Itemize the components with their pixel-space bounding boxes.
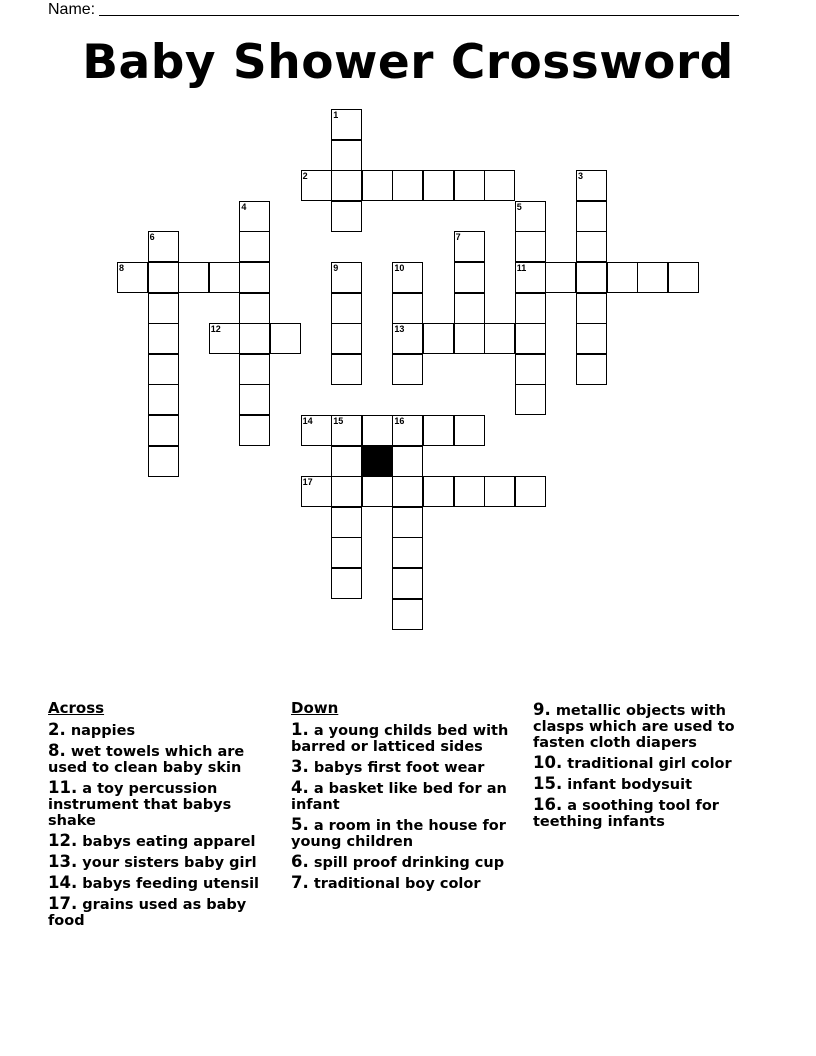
clue-text: your sisters baby girl [82, 855, 257, 871]
grid-cell[interactable] [454, 231, 485, 262]
grid-cell[interactable] [117, 262, 148, 293]
black-cell [362, 446, 393, 477]
grid-cell[interactable] [454, 415, 485, 446]
grid-cell[interactable] [454, 293, 485, 324]
down-clues-continued [533, 702, 765, 834]
clue-text: a young childs bed with barred or latticed sides [291, 723, 509, 755]
page-title: Baby Shower Crossword [82, 35, 734, 90]
grid-cell[interactable] [515, 476, 546, 507]
clue-number: 2 [302, 171, 308, 182]
clue-item [48, 833, 280, 850]
grid-cell[interactable] [239, 262, 270, 293]
clue-number: 9. [533, 700, 551, 719]
grid-cell[interactable] [331, 262, 362, 293]
down-heading: Down [291, 699, 339, 717]
clue-number: 12 [210, 324, 221, 335]
grid-cell[interactable] [148, 415, 179, 446]
grid-cell[interactable] [148, 384, 179, 415]
grid-cell[interactable] [423, 415, 454, 446]
grid-cell[interactable] [392, 354, 423, 385]
grid-cell[interactable] [392, 507, 423, 538]
grid-cell[interactable] [515, 293, 546, 324]
grid-cell[interactable] [331, 109, 362, 140]
clue-number: 7 [455, 232, 461, 243]
grid-cell[interactable] [362, 170, 393, 201]
clue-item [291, 854, 523, 871]
clue-text: grains used as baby food [48, 897, 247, 929]
clue-number: 13 [394, 324, 405, 335]
clue-number: 9 [333, 263, 339, 273]
clue-text: a toy percussion instrument that babys shake [48, 781, 232, 829]
grid-cell[interactable] [270, 323, 301, 354]
grid-cell[interactable] [515, 262, 546, 293]
grid-cell[interactable] [637, 262, 668, 293]
grid-cell[interactable] [301, 170, 332, 201]
across-clues [48, 698, 280, 933]
grid-cell[interactable] [607, 262, 638, 293]
clue-number: 15 [333, 416, 344, 426]
grid-cell[interactable] [454, 170, 485, 201]
grid-cell[interactable] [331, 323, 362, 354]
grid-cell[interactable] [576, 262, 607, 293]
grid-cell[interactable] [148, 323, 179, 354]
clue-number: 8. [48, 741, 66, 760]
clue-number: 6. [291, 852, 309, 871]
clue-text: wet towels which are used to clean baby skin [48, 744, 245, 776]
grid-cell[interactable] [362, 476, 393, 507]
grid-cell[interactable] [362, 415, 393, 446]
grid-cell[interactable] [209, 262, 240, 293]
grid-cell[interactable] [239, 354, 270, 385]
grid-cell[interactable] [576, 293, 607, 324]
clue-text: a basket like bed for an infant [291, 781, 507, 813]
clue-number: 5 [516, 201, 522, 212]
grid-cell[interactable] [331, 140, 362, 171]
clue-number: 14. [48, 873, 78, 892]
grid-cell[interactable] [454, 262, 485, 293]
clue-item [291, 875, 523, 892]
grid-cell[interactable] [515, 384, 546, 415]
clue-text: infant bodysuit [567, 777, 693, 793]
grid-cell[interactable] [392, 262, 423, 293]
grid-cell[interactable] [454, 323, 485, 354]
grid-cell[interactable] [239, 323, 270, 354]
grid-cell[interactable] [668, 262, 699, 293]
across-clue-list [48, 722, 280, 929]
grid-cell[interactable] [239, 201, 270, 232]
grid-cell[interactable] [148, 262, 179, 293]
grid-cell[interactable] [515, 354, 546, 385]
grid-cell[interactable] [515, 201, 546, 232]
grid-cell[interactable] [331, 170, 362, 201]
clue-number: 1. [291, 720, 309, 739]
clue-number: 14 [302, 416, 313, 426]
clue-item [533, 702, 765, 751]
grid-cell[interactable] [239, 293, 270, 324]
clue-item [291, 759, 523, 776]
grid-cell[interactable] [239, 384, 270, 415]
grid-cell[interactable] [576, 323, 607, 354]
grid-cell[interactable] [331, 415, 362, 446]
name-underline [99, 0, 739, 16]
grid-cell[interactable] [423, 170, 454, 201]
grid-cell[interactable] [148, 231, 179, 262]
clue-text: traditional boy color [313, 876, 481, 892]
clue-text: a soothing tool for teething infants [533, 798, 719, 830]
grid-cell[interactable] [484, 170, 515, 201]
clue-item [48, 780, 280, 829]
clue-text: a room in the house for young children [291, 818, 506, 850]
grid-cell[interactable] [331, 476, 362, 507]
grid-cell[interactable] [331, 293, 362, 324]
clue-item [48, 896, 280, 929]
grid-cell[interactable] [392, 599, 423, 630]
clue-text: nappies [70, 723, 136, 739]
clue-number: 16. [533, 795, 563, 814]
grid-cell[interactable] [545, 262, 576, 293]
grid-cell[interactable] [576, 354, 607, 385]
grid-cell[interactable] [515, 323, 546, 354]
grid-cell[interactable] [301, 476, 332, 507]
clue-item [533, 797, 765, 830]
grid-cell[interactable] [178, 262, 209, 293]
grid-cell[interactable] [392, 476, 423, 507]
grid-cell[interactable] [392, 446, 423, 477]
grid-cell[interactable] [331, 201, 362, 232]
clue-number: 1 [333, 110, 339, 120]
clue-item [291, 722, 523, 755]
grid-cell[interactable] [331, 537, 362, 568]
clue-item [533, 755, 765, 772]
clue-item [48, 854, 280, 871]
clue-number: 17 [302, 477, 313, 488]
clue-number: 6 [149, 232, 155, 243]
clue-number: 4. [291, 778, 309, 797]
clue-item [291, 780, 523, 813]
grid-cell[interactable] [576, 201, 607, 232]
grid-cell[interactable] [239, 415, 270, 446]
down-clue-list [291, 722, 523, 892]
clue-item [291, 817, 523, 850]
grid-cell[interactable] [423, 323, 454, 354]
clue-number: 2. [48, 720, 66, 739]
down-clue-list-continued [533, 702, 765, 830]
clue-number: 4 [241, 201, 247, 212]
grid-cell[interactable] [484, 476, 515, 507]
clue-text: babys feeding utensil [82, 876, 260, 892]
grid-cell[interactable] [454, 476, 485, 507]
clue-number: 11. [48, 778, 78, 797]
clue-number: 16 [394, 416, 405, 426]
grid-cell[interactable] [484, 323, 515, 354]
down-clues [291, 698, 523, 896]
clue-item [48, 743, 280, 776]
grid-cell[interactable] [392, 170, 423, 201]
grid-cell[interactable] [148, 446, 179, 477]
grid-cell[interactable] [392, 415, 423, 446]
name-label: Name: [48, 1, 96, 18]
grid-cell[interactable] [331, 446, 362, 477]
grid-cell[interactable] [392, 537, 423, 568]
clue-number: 10 [394, 263, 405, 273]
grid-cell[interactable] [392, 323, 423, 354]
clue-text: traditional girl color [567, 756, 732, 772]
clue-number: 7. [291, 873, 309, 892]
clue-number: 8 [119, 263, 125, 273]
clue-number: 11 [516, 263, 527, 273]
grid-cell[interactable] [209, 323, 240, 354]
clue-text: spill proof drinking cup [313, 855, 505, 871]
grid-cell[interactable] [392, 568, 423, 599]
grid-cell[interactable] [576, 231, 607, 262]
clue-text: metallic objects with clasps which are used to fasten cloth diapers [533, 703, 735, 751]
grid-cell[interactable] [331, 354, 362, 385]
grid-cell[interactable] [148, 354, 179, 385]
name-field [48, 0, 739, 20]
grid-cell[interactable] [331, 507, 362, 538]
clue-number: 12. [48, 831, 78, 850]
clue-item [533, 776, 765, 793]
grid-cell[interactable] [423, 476, 454, 507]
grid-cell[interactable] [148, 293, 179, 324]
grid-cell[interactable] [331, 568, 362, 599]
clue-text: babys eating apparel [82, 834, 256, 850]
grid-cell[interactable] [392, 293, 423, 324]
clue-item [48, 875, 280, 892]
clue-item [48, 722, 280, 739]
clue-number: 15. [533, 774, 563, 793]
grid-cell[interactable] [301, 415, 332, 446]
clue-number: 10. [533, 753, 563, 772]
clue-number: 13. [48, 852, 78, 871]
grid-cell[interactable] [576, 170, 607, 201]
clue-number: 17. [48, 894, 78, 913]
clue-number: 3 [578, 171, 584, 182]
grid-cell[interactable] [239, 231, 270, 262]
across-heading: Across [48, 699, 105, 717]
grid-cell[interactable] [515, 231, 546, 262]
clue-text: babys first foot wear [313, 760, 485, 776]
clue-number: 3. [291, 757, 309, 776]
clue-number: 5. [291, 815, 309, 834]
